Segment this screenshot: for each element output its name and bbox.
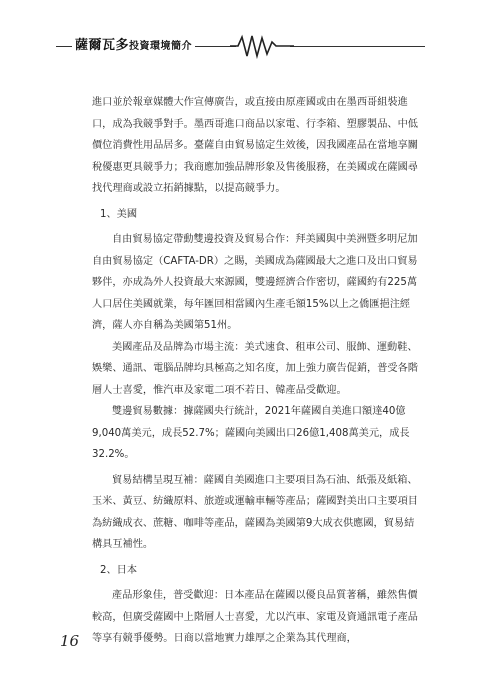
paragraph-intro: 進口並於報章媒體大作宣傳廣告，或直接由原產國或由在墨西哥組裝進口，成為我競爭對手。墨西哥進口商品以家電、行李箱、塑膠製品、中低價位消費性用品居多。臺薩自由貿易協定生效後，因我國產品在當地享關稅優惠更具競爭力；我商應加強品牌形象及售後服務，在美國或在薩國尋找代理商或設立拓銷據點，以提高競爭力。 <box>92 97 418 194</box>
body-text <box>92 92 422 650</box>
page-number: 16 <box>60 632 80 650</box>
paragraph-usa-trade-structure: 貿易結構呈現互補：薩國自美國進口主要項目為石油、紙張及紙箱、玉米、黃豆、紡織原料、旅遊或運輸車輛等產品；薩國對美出口主要項目為紡織成衣、蔗糖、咖啡等產品，薩國為美國第9大成衣供應國，貿易結構具互補性。 <box>92 474 418 550</box>
header-rule-right <box>290 46 425 47</box>
paragraph-usa-fta: 自由貿易協定帶動雙邊投資及貿易合作：拜美國與中美洲暨多明尼加自由貿易協定（CAFTA-DR）之賜，美國成為薩國最大之進口及出口貿易夥伴，亦成為外人投資最大來源國，雙邊經濟合作密切，薩國約有225萬人口居住美國就業，每年匯回相當國內生產毛額15%以上之僑匯挹注經濟，薩人亦自稱為美國第51州。 <box>92 234 418 331</box>
section-heading-japan: 2、日本 <box>100 564 138 576</box>
header-title <box>72 34 195 53</box>
paragraph-japan: 產品形象佳，普受歡迎：日本產品在薩國以優良品質著稱，雖然售價較高，但廣受薩國中上階層人士喜愛，尤以汽車、家電及資通訊電子產品等享有競爭優勢。日商以當地實力雄厚之企業為其代理商， <box>92 590 418 644</box>
paragraph-usa-trade-data: 雙邊貿易數據：據薩國央行統計，2021年薩國自美進口額達40億9,040萬美元，成長52.7%；薩國向美國出口26億1,408萬美元，成長32.2%。 <box>92 406 410 460</box>
page-header <box>0 30 480 66</box>
paragraph-usa-brands: 美國產品及品牌為市場主流：美式速食、租車公司、服飾、運動鞋、娛樂、通訊、電腦品牌均具極高之知名度，加上強力廣告促銷，普受各階層人士喜愛，惟汽車及家電二項不若日、韓產品受歡迎。 <box>92 341 418 396</box>
section-heading-usa: 1、美國 <box>100 208 138 220</box>
header-title-main: 薩爾瓦多 <box>75 38 130 53</box>
header-title-sub: 投資環境簡介 <box>129 41 193 52</box>
heartbeat-line-icon <box>230 34 294 60</box>
